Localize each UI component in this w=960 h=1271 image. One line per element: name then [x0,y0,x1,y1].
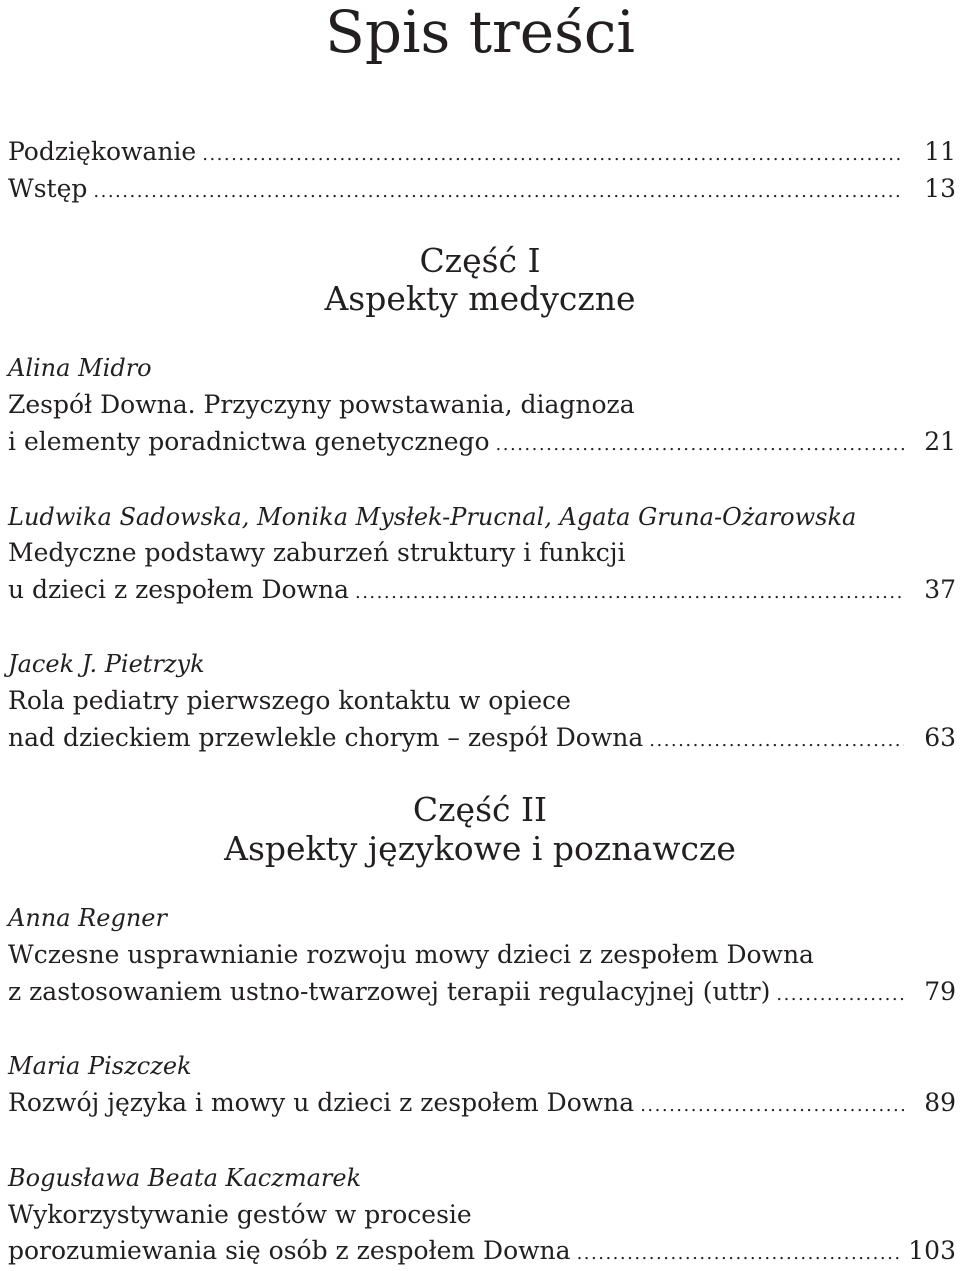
entry-author: Ludwika Sadowska, Monika Mysłek-Prucnal, Agata Gruna-Ożarowska [8,503,857,531]
page-number: 11 [924,137,956,166]
entry-title-line: porozumiewania się osób z zespołem Downa [8,1236,571,1265]
page-number: 63 [924,723,956,752]
part-number: Część I [419,241,541,280]
page-number: 37 [924,575,956,604]
page-number: 103 [908,1236,956,1265]
page-number: 79 [924,977,956,1006]
entry-title-line: Wykorzystywanie gestów w procesie [8,1200,472,1229]
toc-entry[interactable] [8,1086,956,1120]
part-title: Aspekty medyczne [324,279,636,318]
toc-entry[interactable] [8,1234,956,1268]
entry-author: Jacek J. Pietrzyk [8,650,205,678]
entry-author: Anna Regner [8,904,167,932]
toc-entry[interactable] [8,425,956,459]
entry-title-line: Rozwój języka i mowy u dzieci z zespołem Downa [8,1088,635,1117]
entry-title-line: nad dzieckiem przewlekle chorym – zespół Downa [8,723,644,752]
entry-title: Podziękowanie [8,137,197,166]
dot-leader [202,138,904,172]
dot-leader [496,428,904,462]
dot-leader [577,1237,903,1271]
dot-leader [93,175,904,209]
page-number: 13 [924,174,956,203]
toc-entry-acknowledgements[interactable] [8,135,956,169]
entry-title-line: z zastosowaniem ustno-twarzowej terapii regulacyjnej (uttr) [8,977,771,1006]
toc-entry[interactable] [8,721,956,755]
entry-author: Maria Piszczek [8,1052,192,1080]
entry-title-line: Zespół Downa. Przyczyny powstawania, diagnoza [8,390,635,419]
entry-title-line: i elementy poradnictwa genetycznego [8,427,490,456]
toc-entry-introduction[interactable] [8,172,956,206]
toc-entry[interactable] [8,975,956,1009]
entry-title-line: Medyczne podstawy zaburzeń struktury i funkcji [8,538,626,567]
entry-author: Alina Midro [8,354,152,382]
page-title: Spis treści [325,0,635,66]
dot-leader [640,1089,904,1123]
entry-title-line: Rola pediatry pierwszego kontaktu w opiece [8,686,571,715]
dot-leader [355,576,904,610]
toc-entry[interactable] [8,573,956,607]
entry-title: Wstęp [8,174,88,203]
entry-title-line: Wczesne usprawnianie rozwoju mowy dzieci z zespołem Downa [8,940,814,969]
part-title: Aspekty językowe i poznawcze [224,829,736,868]
entry-title-line: u dzieci z zespołem Downa [8,575,349,604]
dot-leader [776,978,904,1012]
entry-author: Bogusława Beata Kaczmarek [8,1164,362,1192]
part-number: Część II [412,790,548,829]
page-number: 89 [924,1088,956,1117]
page-number: 21 [924,427,956,456]
dot-leader [649,724,904,758]
